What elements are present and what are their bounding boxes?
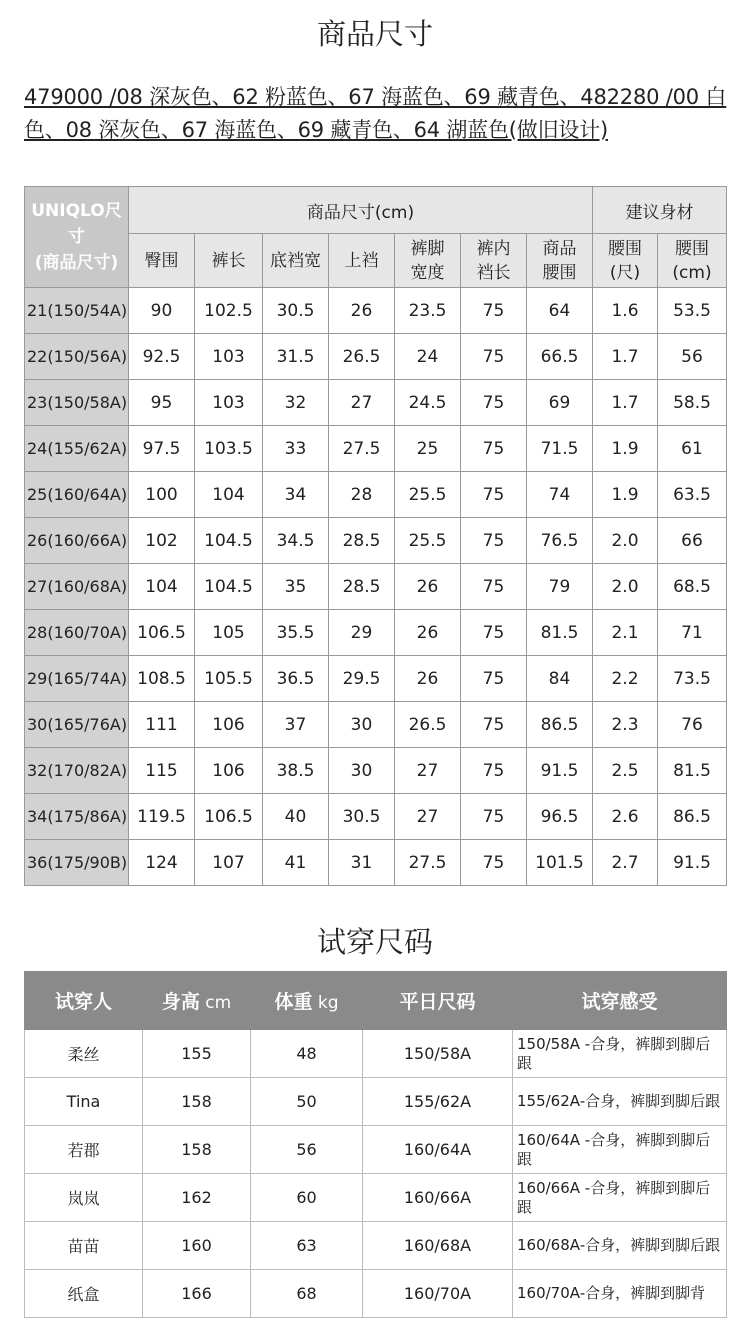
size-label-cell: 32(170/82A) bbox=[25, 748, 129, 794]
size-value-cell: 102.5 bbox=[195, 288, 263, 334]
size-value-cell: 2.2 bbox=[593, 656, 658, 702]
size-value-cell: 105.5 bbox=[195, 656, 263, 702]
size-chart-table bbox=[24, 186, 727, 886]
size-value-cell: 115 bbox=[129, 748, 195, 794]
fit-value-cell: 纸盒 bbox=[25, 1270, 143, 1318]
size-value-cell: 100 bbox=[129, 472, 195, 518]
size-key-header: UNIQLO尺寸 (商品尺寸) bbox=[25, 187, 129, 288]
fit-feedback-cell: 160/66A -合身，裤脚到脚后跟 bbox=[513, 1174, 727, 1222]
size-label-cell: 25(160/64A) bbox=[25, 472, 129, 518]
size-value-cell: 66 bbox=[658, 518, 727, 564]
size-value-cell: 26 bbox=[395, 610, 461, 656]
size-value-cell: 35.5 bbox=[263, 610, 329, 656]
fit-value-cell: 158 bbox=[143, 1078, 251, 1126]
size-value-cell: 30.5 bbox=[329, 794, 395, 840]
fit-value-cell: 68 bbox=[251, 1270, 363, 1318]
fit-value-cell: 苗苗 bbox=[25, 1222, 143, 1270]
fit-value-cell: 60 bbox=[251, 1174, 363, 1222]
product-size-group-header: 商品尺寸(cm) bbox=[129, 187, 593, 234]
size-label-cell: 28(160/70A) bbox=[25, 610, 129, 656]
size-value-cell: 81.5 bbox=[658, 748, 727, 794]
size-value-cell: 26.5 bbox=[395, 702, 461, 748]
size-row bbox=[25, 794, 727, 840]
size-label-cell: 24(155/62A) bbox=[25, 426, 129, 472]
fit-column-header: 试穿人 bbox=[25, 972, 143, 1030]
size-value-cell: 38.5 bbox=[263, 748, 329, 794]
fit-feedback-cell: 150/58A -合身，裤脚到脚后跟 bbox=[513, 1030, 727, 1078]
size-value-cell: 103 bbox=[195, 334, 263, 380]
size-value-cell: 34 bbox=[263, 472, 329, 518]
fit-column-header: 试穿感受 bbox=[513, 972, 727, 1030]
size-value-cell: 24 bbox=[395, 334, 461, 380]
size-value-cell: 75 bbox=[461, 610, 527, 656]
size-value-cell: 29 bbox=[329, 610, 395, 656]
size-label-cell: 27(160/68A) bbox=[25, 564, 129, 610]
size-value-cell: 106.5 bbox=[129, 610, 195, 656]
size-value-cell: 66.5 bbox=[527, 334, 593, 380]
size-section-title: 商品尺寸 bbox=[316, 17, 433, 51]
size-row bbox=[25, 518, 727, 564]
size-value-cell: 102 bbox=[129, 518, 195, 564]
size-value-cell: 71 bbox=[658, 610, 727, 656]
size-value-cell: 26 bbox=[395, 656, 461, 702]
size-value-cell: 25 bbox=[395, 426, 461, 472]
size-value-cell: 104.5 bbox=[195, 564, 263, 610]
size-value-cell: 91.5 bbox=[527, 748, 593, 794]
size-value-cell: 1.7 bbox=[593, 380, 658, 426]
size-row bbox=[25, 426, 727, 472]
size-value-cell: 31.5 bbox=[263, 334, 329, 380]
size-value-cell: 28.5 bbox=[329, 518, 395, 564]
size-row bbox=[25, 840, 727, 886]
size-value-cell: 2.7 bbox=[593, 840, 658, 886]
size-value-cell: 75 bbox=[461, 334, 527, 380]
try-on-table bbox=[24, 971, 727, 1318]
size-value-cell: 96.5 bbox=[527, 794, 593, 840]
size-row bbox=[25, 334, 727, 380]
size-value-cell: 40 bbox=[263, 794, 329, 840]
size-value-cell: 73.5 bbox=[658, 656, 727, 702]
size-value-cell: 25.5 bbox=[395, 518, 461, 564]
size-value-cell: 111 bbox=[129, 702, 195, 748]
size-value-cell: 104.5 bbox=[195, 518, 263, 564]
fit-feedback-cell: 160/64A -合身，裤脚到脚后跟 bbox=[513, 1126, 727, 1174]
size-value-cell: 36.5 bbox=[263, 656, 329, 702]
size-row bbox=[25, 610, 727, 656]
size-value-cell: 105 bbox=[195, 610, 263, 656]
size-label-cell: 30(165/76A) bbox=[25, 702, 129, 748]
fit-value-cell: 160/68A bbox=[363, 1222, 513, 1270]
size-label-cell: 22(150/56A) bbox=[25, 334, 129, 380]
size-value-cell: 75 bbox=[461, 702, 527, 748]
size-value-cell: 71.5 bbox=[527, 426, 593, 472]
fit-value-cell: 63 bbox=[251, 1222, 363, 1270]
size-value-cell: 27.5 bbox=[329, 426, 395, 472]
size-value-cell: 35 bbox=[263, 564, 329, 610]
size-label-cell: 34(175/86A) bbox=[25, 794, 129, 840]
fit-value-cell: 岚岚 bbox=[25, 1174, 143, 1222]
size-value-cell: 23.5 bbox=[395, 288, 461, 334]
fit-column-header: 体重 kg bbox=[251, 972, 363, 1030]
size-row bbox=[25, 702, 727, 748]
size-value-cell: 1.6 bbox=[593, 288, 658, 334]
size-column-header: 上裆 bbox=[329, 234, 395, 288]
size-label-cell: 29(165/74A) bbox=[25, 656, 129, 702]
fit-value-cell: 162 bbox=[143, 1174, 251, 1222]
size-value-cell: 32 bbox=[263, 380, 329, 426]
fit-value-cell: 若郡 bbox=[25, 1126, 143, 1174]
size-value-cell: 68.5 bbox=[658, 564, 727, 610]
fit-row bbox=[25, 1030, 727, 1078]
size-value-cell: 75 bbox=[461, 748, 527, 794]
fit-feedback-cell: 155/62A-合身，裤脚到脚后跟 bbox=[513, 1078, 727, 1126]
size-value-cell: 106 bbox=[195, 748, 263, 794]
size-value-cell: 30 bbox=[329, 702, 395, 748]
size-value-cell: 2.5 bbox=[593, 748, 658, 794]
size-value-cell: 75 bbox=[461, 564, 527, 610]
size-value-cell: 108.5 bbox=[129, 656, 195, 702]
fit-value-cell: 48 bbox=[251, 1030, 363, 1078]
size-row bbox=[25, 288, 727, 334]
size-value-cell: 86.5 bbox=[658, 794, 727, 840]
size-value-cell: 28.5 bbox=[329, 564, 395, 610]
size-column-header: 裤脚 宽度 bbox=[395, 234, 461, 288]
fit-section-title: 试穿尺码 bbox=[316, 925, 433, 959]
size-value-cell: 75 bbox=[461, 288, 527, 334]
size-value-cell: 53.5 bbox=[658, 288, 727, 334]
size-value-cell: 31 bbox=[329, 840, 395, 886]
size-column-header: 裤内 裆长 bbox=[461, 234, 527, 288]
size-value-cell: 1.7 bbox=[593, 334, 658, 380]
size-value-cell: 76.5 bbox=[527, 518, 593, 564]
size-value-cell: 1.9 bbox=[593, 472, 658, 518]
fit-column-header: 身高 cm bbox=[143, 972, 251, 1030]
fit-column-header: 平日尺码 bbox=[363, 972, 513, 1030]
size-value-cell: 37 bbox=[263, 702, 329, 748]
size-value-cell: 75 bbox=[461, 656, 527, 702]
size-column-header: 商品 腰围 bbox=[527, 234, 593, 288]
size-value-cell: 24.5 bbox=[395, 380, 461, 426]
size-value-cell: 106.5 bbox=[195, 794, 263, 840]
fit-row bbox=[25, 1270, 727, 1318]
size-value-cell: 56 bbox=[658, 334, 727, 380]
size-column-header: 底裆宽 bbox=[263, 234, 329, 288]
size-label-cell: 21(150/54A) bbox=[25, 288, 129, 334]
suggested-body-group-header: 建议身材 bbox=[593, 187, 727, 234]
size-value-cell: 84 bbox=[527, 656, 593, 702]
size-value-cell: 2.6 bbox=[593, 794, 658, 840]
size-label-cell: 36(175/90B) bbox=[25, 840, 129, 886]
size-value-cell: 2.1 bbox=[593, 610, 658, 656]
fit-row bbox=[25, 1174, 727, 1222]
size-value-cell: 2.3 bbox=[593, 702, 658, 748]
size-value-cell: 75 bbox=[461, 794, 527, 840]
fit-value-cell: 160/64A bbox=[363, 1126, 513, 1174]
fit-feedback-cell: 160/68A-合身，裤脚到脚后跟 bbox=[513, 1222, 727, 1270]
size-value-cell: 75 bbox=[461, 518, 527, 564]
size-label-cell: 26(160/66A) bbox=[25, 518, 129, 564]
size-value-cell: 64 bbox=[527, 288, 593, 334]
size-label-cell: 23(150/58A) bbox=[25, 380, 129, 426]
size-value-cell: 74 bbox=[527, 472, 593, 518]
size-value-cell: 104 bbox=[195, 472, 263, 518]
size-value-cell: 81.5 bbox=[527, 610, 593, 656]
size-column-header: 腰围 (cm) bbox=[658, 234, 727, 288]
size-value-cell: 106 bbox=[195, 702, 263, 748]
fit-value-cell: 柔丝 bbox=[25, 1030, 143, 1078]
size-value-cell: 104 bbox=[129, 564, 195, 610]
size-value-cell: 76 bbox=[658, 702, 727, 748]
fit-feedback-cell: 160/70A-合身，裤脚到脚背 bbox=[513, 1270, 727, 1318]
fit-value-cell: 56 bbox=[251, 1126, 363, 1174]
size-value-cell: 75 bbox=[461, 472, 527, 518]
size-value-cell: 27 bbox=[329, 380, 395, 426]
size-value-cell: 63.5 bbox=[658, 472, 727, 518]
size-value-cell: 69 bbox=[527, 380, 593, 426]
fit-value-cell: 160/70A bbox=[363, 1270, 513, 1318]
size-value-cell: 79 bbox=[527, 564, 593, 610]
fit-value-cell: 160/66A bbox=[363, 1174, 513, 1222]
fit-value-cell: 158 bbox=[143, 1126, 251, 1174]
size-value-cell: 2.0 bbox=[593, 518, 658, 564]
size-value-cell: 26 bbox=[395, 564, 461, 610]
color-variants-text: 479000 /08 深灰色、62 粉蓝色、67 海蓝色、69 藏青色、482280 /00 白色、08 深灰色、67 海蓝色、69 藏青色、64 湖蓝色(做旧设计) bbox=[24, 85, 727, 142]
size-value-cell: 26.5 bbox=[329, 334, 395, 380]
size-column-header: 裤长 bbox=[195, 234, 263, 288]
size-row bbox=[25, 380, 727, 426]
fit-row bbox=[25, 1126, 727, 1174]
fit-value-cell: Tina bbox=[25, 1078, 143, 1126]
size-value-cell: 92.5 bbox=[129, 334, 195, 380]
size-value-cell: 27 bbox=[395, 748, 461, 794]
size-value-cell: 58.5 bbox=[658, 380, 727, 426]
size-column-header: 臀围 bbox=[129, 234, 195, 288]
size-value-cell: 90 bbox=[129, 288, 195, 334]
size-value-cell: 107 bbox=[195, 840, 263, 886]
fit-value-cell: 160 bbox=[143, 1222, 251, 1270]
fit-row bbox=[25, 1078, 727, 1126]
size-value-cell: 103.5 bbox=[195, 426, 263, 472]
size-value-cell: 75 bbox=[461, 840, 527, 886]
size-value-cell: 119.5 bbox=[129, 794, 195, 840]
size-value-cell: 75 bbox=[461, 380, 527, 426]
fit-value-cell: 50 bbox=[251, 1078, 363, 1126]
size-row bbox=[25, 564, 727, 610]
size-value-cell: 26 bbox=[329, 288, 395, 334]
size-value-cell: 27 bbox=[395, 794, 461, 840]
fit-value-cell: 166 bbox=[143, 1270, 251, 1318]
size-value-cell: 75 bbox=[461, 426, 527, 472]
size-value-cell: 28 bbox=[329, 472, 395, 518]
size-value-cell: 103 bbox=[195, 380, 263, 426]
size-value-cell: 41 bbox=[263, 840, 329, 886]
size-value-cell: 27.5 bbox=[395, 840, 461, 886]
size-column-header: 腰围 (尺) bbox=[593, 234, 658, 288]
size-value-cell: 30 bbox=[329, 748, 395, 794]
size-value-cell: 101.5 bbox=[527, 840, 593, 886]
size-value-cell: 33 bbox=[263, 426, 329, 472]
size-value-cell: 2.0 bbox=[593, 564, 658, 610]
fit-row bbox=[25, 1222, 727, 1270]
size-value-cell: 25.5 bbox=[395, 472, 461, 518]
size-value-cell: 29.5 bbox=[329, 656, 395, 702]
size-value-cell: 30.5 bbox=[263, 288, 329, 334]
fit-value-cell: 150/58A bbox=[363, 1030, 513, 1078]
size-value-cell: 97.5 bbox=[129, 426, 195, 472]
size-value-cell: 86.5 bbox=[527, 702, 593, 748]
size-row bbox=[25, 472, 727, 518]
size-value-cell: 124 bbox=[129, 840, 195, 886]
size-row bbox=[25, 748, 727, 794]
size-value-cell: 1.9 bbox=[593, 426, 658, 472]
fit-value-cell: 155/62A bbox=[363, 1078, 513, 1126]
size-value-cell: 95 bbox=[129, 380, 195, 426]
size-value-cell: 34.5 bbox=[263, 518, 329, 564]
size-value-cell: 61 bbox=[658, 426, 727, 472]
fit-value-cell: 155 bbox=[143, 1030, 251, 1078]
size-value-cell: 91.5 bbox=[658, 840, 727, 886]
size-row bbox=[25, 656, 727, 702]
